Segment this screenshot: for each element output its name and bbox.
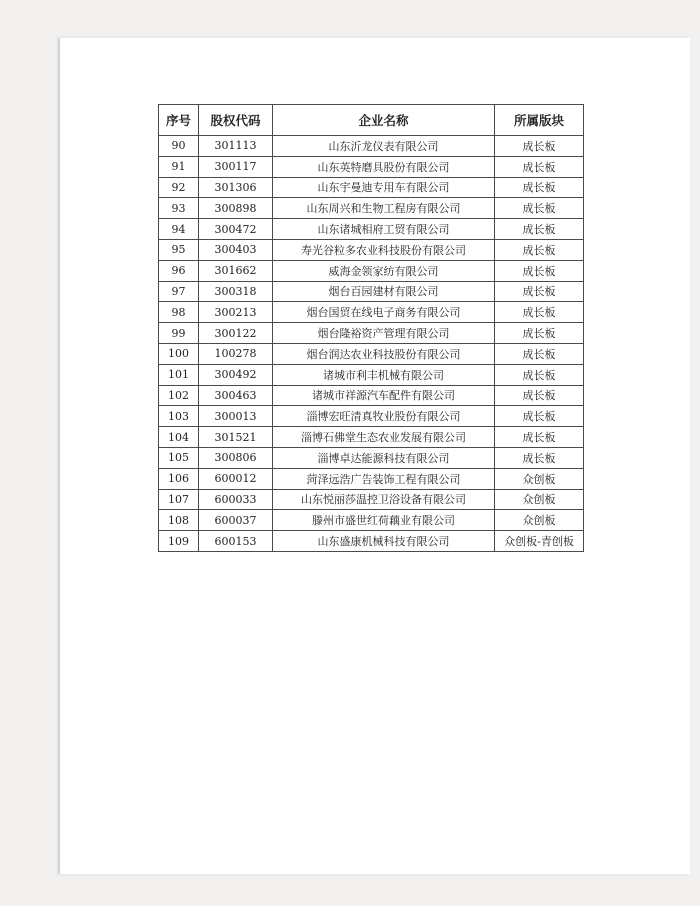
cell-enterprise-name: 山东诸城相府工贸有限公司 <box>273 219 495 240</box>
table-row <box>159 239 584 260</box>
cell-serial-number: 93 <box>159 198 199 219</box>
cell-equity-code: 300318 <box>199 281 273 302</box>
cell-enterprise-name: 山东英特磨具股份有限公司 <box>273 156 495 177</box>
cell-equity-code: 300403 <box>199 239 273 260</box>
header-board: 所属版块 <box>495 105 584 136</box>
cell-equity-code: 301521 <box>199 427 273 448</box>
cell-serial-number: 99 <box>159 323 199 344</box>
table-row <box>159 198 584 219</box>
table-row <box>159 489 584 510</box>
cell-board: 成长板 <box>495 281 584 302</box>
table-row <box>159 447 584 468</box>
cell-board: 成长板 <box>495 239 584 260</box>
cell-equity-code: 600153 <box>199 531 273 552</box>
cell-board: 成长板 <box>495 427 584 448</box>
table-row <box>159 156 584 177</box>
cell-board: 众创板 <box>495 489 584 510</box>
cell-enterprise-name: 山东悦丽莎温控卫浴设备有限公司 <box>273 489 495 510</box>
cell-enterprise-name: 烟台百园建材有限公司 <box>273 281 495 302</box>
cell-equity-code: 300117 <box>199 156 273 177</box>
cell-serial-number: 107 <box>159 489 199 510</box>
cell-serial-number: 96 <box>159 260 199 281</box>
cell-board: 成长板 <box>495 364 584 385</box>
cell-board: 成长板 <box>495 198 584 219</box>
table-row <box>159 343 584 364</box>
table-row <box>159 468 584 489</box>
cell-board: 成长板 <box>495 177 584 198</box>
cell-serial-number: 109 <box>159 531 199 552</box>
cell-equity-code: 600012 <box>199 468 273 489</box>
cell-board: 成长板 <box>495 302 584 323</box>
table-body <box>159 136 584 552</box>
cell-serial-number: 90 <box>159 136 199 157</box>
cell-serial-number: 94 <box>159 219 199 240</box>
table-row <box>159 281 584 302</box>
cell-equity-code: 301662 <box>199 260 273 281</box>
header-enterprise-name: 企业名称 <box>273 105 495 136</box>
cell-equity-code: 300472 <box>199 219 273 240</box>
cell-equity-code: 301113 <box>199 136 273 157</box>
cell-board: 成长板 <box>495 406 584 427</box>
cell-equity-code: 300213 <box>199 302 273 323</box>
cell-enterprise-name: 诸城市利丰机械有限公司 <box>273 364 495 385</box>
table-row <box>159 323 584 344</box>
cell-board: 成长板 <box>495 385 584 406</box>
cell-board: 成长板 <box>495 323 584 344</box>
cell-board: 众创板 <box>495 510 584 531</box>
cell-enterprise-name: 威海金领家纺有限公司 <box>273 260 495 281</box>
cell-serial-number: 101 <box>159 364 199 385</box>
cell-enterprise-name: 山东周兴和生物工程房有限公司 <box>273 198 495 219</box>
cell-enterprise-name: 烟台润达农业科技股份有限公司 <box>273 343 495 364</box>
cell-serial-number: 91 <box>159 156 199 177</box>
cell-enterprise-name: 山东沂龙仪表有限公司 <box>273 136 495 157</box>
cell-equity-code: 300122 <box>199 323 273 344</box>
table-row <box>159 385 584 406</box>
cell-enterprise-name: 淄博石佛堂生态农业发展有限公司 <box>273 427 495 448</box>
cell-board: 成长板 <box>495 447 584 468</box>
cell-equity-code: 600033 <box>199 489 273 510</box>
cell-equity-code: 300013 <box>199 406 273 427</box>
cell-board: 成长板 <box>495 343 584 364</box>
table-row <box>159 260 584 281</box>
cell-equity-code: 301306 <box>199 177 273 198</box>
cell-serial-number: 97 <box>159 281 199 302</box>
table-row <box>159 302 584 323</box>
table-row <box>159 219 584 240</box>
cell-enterprise-name: 菏泽远浩广告装饰工程有限公司 <box>273 468 495 489</box>
cell-serial-number: 106 <box>159 468 199 489</box>
cell-board: 成长板 <box>495 156 584 177</box>
cell-enterprise-name: 寿光谷粒多农业科技股份有限公司 <box>273 239 495 260</box>
table-row <box>159 364 584 385</box>
cell-board: 众创板 <box>495 468 584 489</box>
header-serial-number: 序号 <box>159 105 199 136</box>
cell-serial-number: 105 <box>159 447 199 468</box>
table-row <box>159 510 584 531</box>
cell-enterprise-name: 诸城市祥源汽车配件有限公司 <box>273 385 495 406</box>
cell-equity-code: 300898 <box>199 198 273 219</box>
cell-serial-number: 95 <box>159 239 199 260</box>
cell-enterprise-name: 淄博宏旺清真牧业股份有限公司 <box>273 406 495 427</box>
cell-board: 成长板 <box>495 136 584 157</box>
cell-enterprise-name: 烟台国贸在线电子商务有限公司 <box>273 302 495 323</box>
table-row <box>159 427 584 448</box>
cell-serial-number: 100 <box>159 343 199 364</box>
cell-serial-number: 102 <box>159 385 199 406</box>
table-header-row <box>159 105 584 136</box>
cell-enterprise-name: 山东宇曼迪专用车有限公司 <box>273 177 495 198</box>
table-row <box>159 177 584 198</box>
cell-board: 成长板 <box>495 260 584 281</box>
table-row <box>159 136 584 157</box>
cell-enterprise-name: 山东盛康机械科技有限公司 <box>273 531 495 552</box>
cell-enterprise-name: 滕州市盛世红荷藕业有限公司 <box>273 510 495 531</box>
cell-serial-number: 92 <box>159 177 199 198</box>
cell-equity-code: 300492 <box>199 364 273 385</box>
cell-enterprise-name: 淄博卓达能源科技有限公司 <box>273 447 495 468</box>
enterprise-register-table <box>158 104 584 552</box>
table-row <box>159 531 584 552</box>
cell-serial-number: 104 <box>159 427 199 448</box>
table-row <box>159 406 584 427</box>
cell-enterprise-name: 烟台隆裕资产管理有限公司 <box>273 323 495 344</box>
cell-equity-code: 100278 <box>199 343 273 364</box>
cell-serial-number: 108 <box>159 510 199 531</box>
header-equity-code: 股权代码 <box>199 105 273 136</box>
cell-board: 众创板-青创板 <box>495 531 584 552</box>
cell-equity-code: 300463 <box>199 385 273 406</box>
cell-serial-number: 103 <box>159 406 199 427</box>
cell-serial-number: 98 <box>159 302 199 323</box>
cell-equity-code: 600037 <box>199 510 273 531</box>
cell-equity-code: 300806 <box>199 447 273 468</box>
cell-board: 成长板 <box>495 219 584 240</box>
